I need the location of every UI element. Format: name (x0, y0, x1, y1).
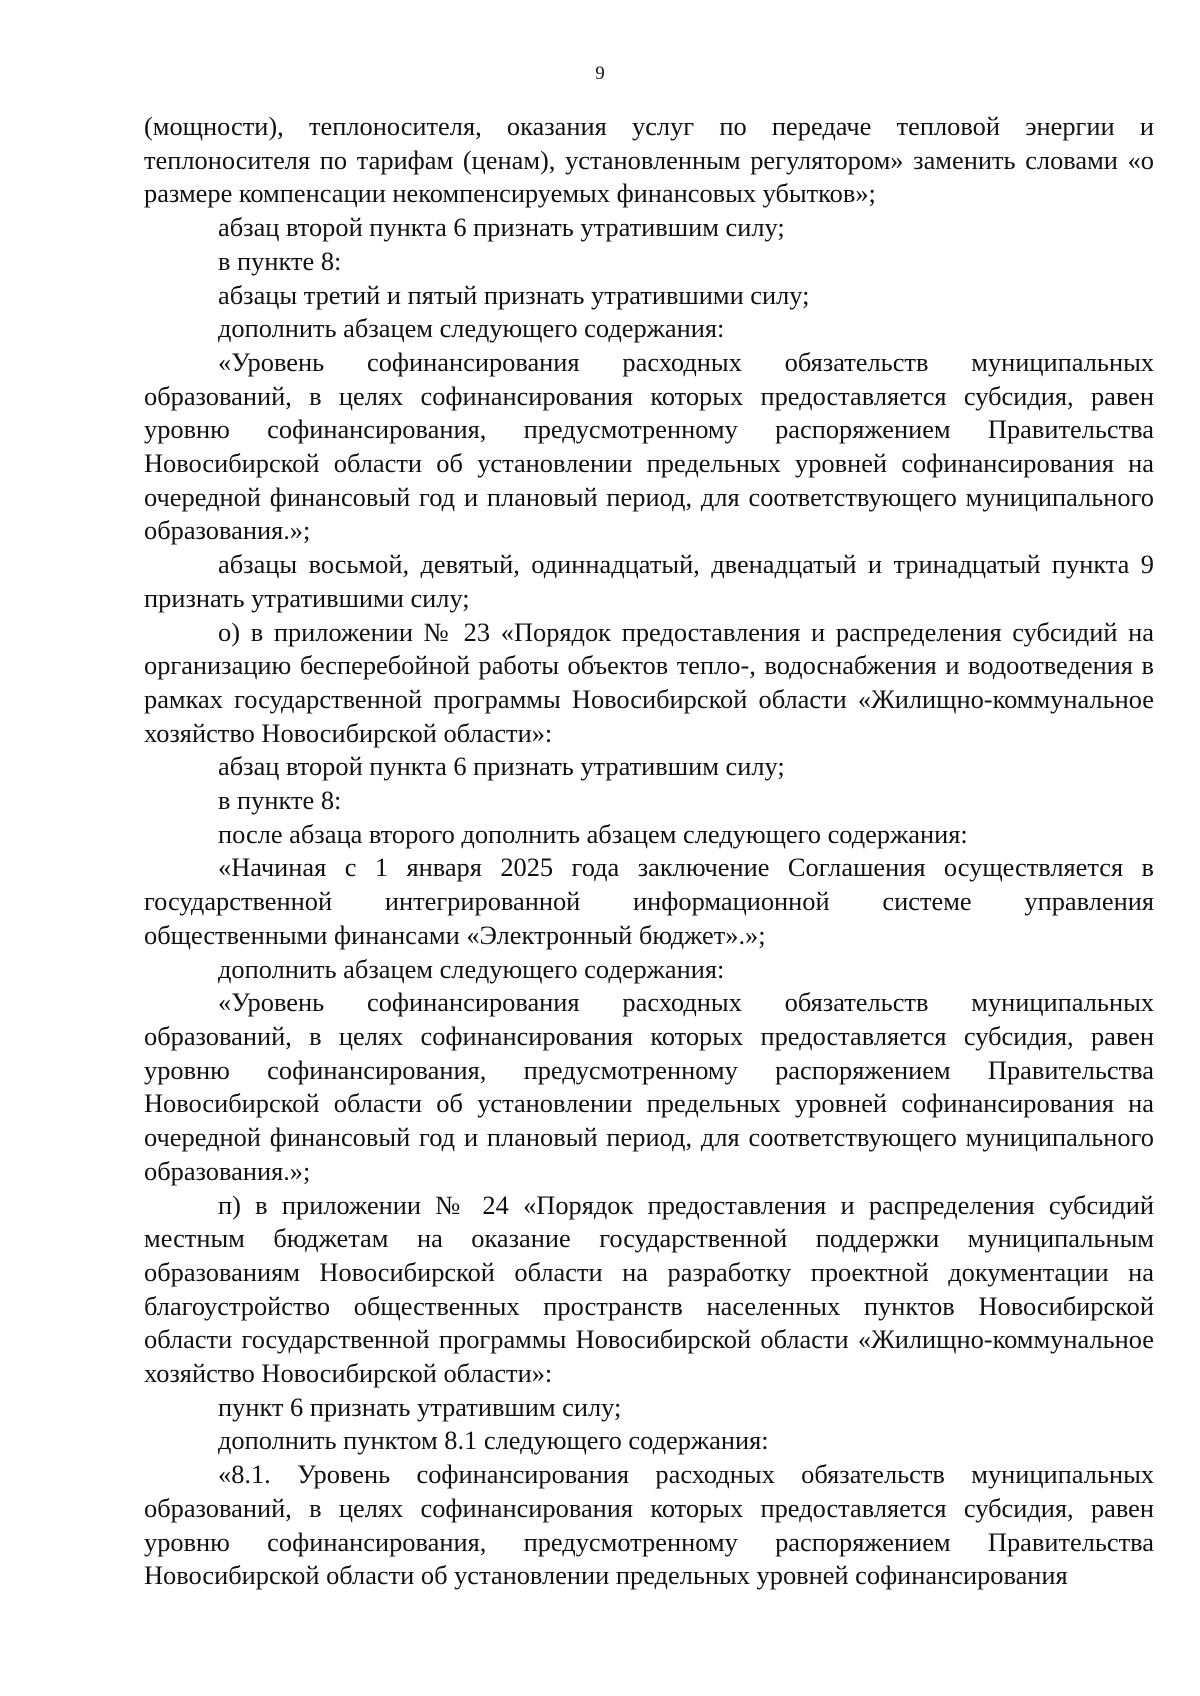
paragraph: дополнить абзацем следующего содержания: (218, 953, 725, 984)
body-text (144, 110, 1154, 1593)
page-number: 9 (595, 63, 605, 84)
paragraph: в пункте 8: (218, 785, 342, 816)
paragraph-quote: «Уровень софинансирования расходных обязательств муниципальных образований, в целях софинансирования которых предоставляется субсидия, равен уровню софинансирования, предусмотренному распоряжением Правительства Новосибирской области об установлении предельных уровней софинансирования на очередной финансовый год и плановый период, для соответствующего муниципального образования.»; (144, 987, 1154, 1186)
paragraph-quote: «Начиная с 1 января 2025 года заключение Соглашения осуществляется в государственной интегрированной информационной системе управления общественными финансами «Электронный бюджет».»; (144, 852, 1154, 950)
paragraph: абзацы восьмой, девятый, одиннадцатый, двенадцатый и тринадцатый пункта 9 признать утратившими силу; (144, 549, 1154, 613)
paragraph: абзацы третий и пятый признать утратившими силу; (218, 279, 810, 310)
paragraph-item-p: п) в приложении № 24 «Порядок предоставления и распределения субсидий местным бюджетам на оказание государственной поддержки муниципальным образованиям Новосибирской области на разработку проектной документации на благоустройство общественных пространств населенных пунктов Новосибирской области государственной программы Новосибирской области «Жилищно-коммунальное хозяйство Новосибирской области»: (144, 1189, 1154, 1389)
paragraph: абзац второй пункта 6 признать утратившим силу; (218, 751, 785, 782)
paragraph-continuation: (мощности), теплоносителя, оказания услуг по передаче тепловой энергии и теплоносителя по тарифам (ценам), установленным регулятором» заменить словами «о размере компенсации некомпенсируемых финансовых убытков»; (144, 111, 1154, 209)
paragraph-quote: «8.1. Уровень софинансирования расходных обязательств муниципальных образований, в целях софинансирования которых предоставляется субсидия, равен уровню софинансирования, предусмотренному распоряжением Правительства Новосибирской области об установлении предельных уровней софинансирования (144, 1459, 1154, 1591)
paragraph: пункт 6 признать утратившим силу; (218, 1391, 622, 1422)
paragraph: дополнить абзацем следующего содержания: (218, 313, 725, 344)
paragraph: дополнить пунктом 8.1 следующего содержания: (218, 1425, 769, 1456)
paragraph-quote: «Уровень софинансирования расходных обязательств муниципальных образований, в целях софинансирования которых предоставляется субсидия, равен уровню софинансирования, предусмотренному распоряжением Правительства Новосибирской области об установлении предельных уровней софинансирования на очередной финансовый год и плановый период, для соответствующего муниципального образования.»; (144, 346, 1154, 546)
paragraph-item-o: о) в приложении № 23 «Порядок предоставления и распределения субсидий на организацию бесперебойной работы объектов тепло-, водоснабжения и водоотведения в рамках государственной программы Новосибирской области «Жилищно-коммунальное хозяйство Новосибирской области»: (144, 616, 1154, 748)
paragraph: после абзаца второго дополнить абзацем следующего содержания: (218, 818, 968, 849)
paragraph: абзац второй пункта 6 признать утратившим силу; (218, 212, 785, 243)
paragraph: в пункте 8: (218, 245, 342, 276)
